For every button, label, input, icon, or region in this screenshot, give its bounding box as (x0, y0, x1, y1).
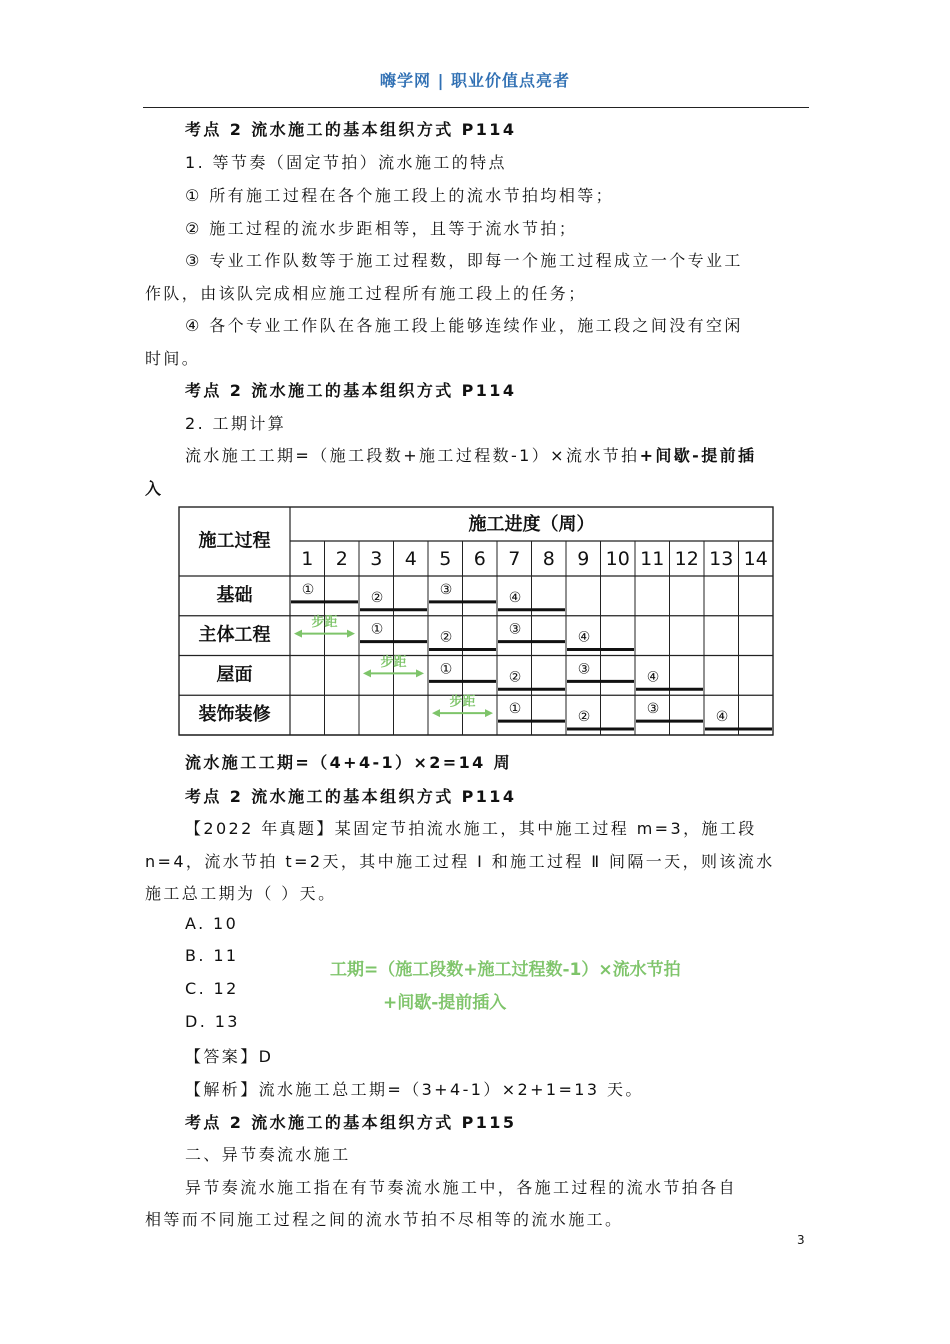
week-label: 11 (640, 548, 665, 570)
segment-label: ① (301, 581, 315, 598)
formula-annotation: 工期=（施工段数+施工过程数-1）×流水节拍 (330, 960, 681, 980)
progress-header: 施工进度（周） (468, 514, 595, 535)
week-label: 3 (370, 548, 383, 570)
question-line: n=4，流水节拍 t=2天，其中施工过程 Ⅰ 和施工过程 Ⅱ 间隔一天，则该流水 (145, 852, 775, 871)
segment-label: ③ (646, 701, 660, 718)
segment-label: ④ (715, 709, 729, 726)
step-arrow-head-right (347, 630, 355, 638)
question-line: 施工总工期为（ ）天。 (145, 884, 337, 903)
process-name: 屋面 (216, 664, 253, 686)
header-divider (143, 107, 809, 108)
segment-label: ③ (508, 621, 522, 638)
formula-annotation-cont: +间歇-提前插入 (383, 993, 507, 1013)
segment-label: ② (577, 709, 591, 726)
segment-label: ③ (577, 661, 591, 678)
section-title: 考点 2 流水施工的基本组织方式 P114 (185, 381, 517, 400)
week-label: 12 (674, 548, 699, 570)
week-label: 5 (439, 548, 452, 570)
option-a: A. 10 (185, 914, 239, 933)
paragraph: ① 所有施工过程在各个施工段上的流水节拍均相等； (185, 186, 615, 205)
week-label: 8 (542, 548, 555, 570)
segment-label: ④ (646, 669, 660, 686)
step-arrow-head-left (294, 630, 302, 638)
paragraph: 相等而不同施工过程之间的流水节拍不尽相等的流水施工。 (145, 1210, 624, 1229)
step-label: 步距 (380, 654, 407, 670)
week-label: 4 (404, 548, 417, 570)
week-label: 10 (605, 548, 630, 570)
option-d: D. 13 (185, 1012, 240, 1031)
paragraph: ② 施工过程的流水步距相等，且等于流水节拍； (185, 219, 578, 238)
paragraph: 作队，由该队完成相应施工过程所有施工段上的任务； (145, 284, 587, 303)
section-title: 考点 2 流水施工的基本组织方式 P114 (185, 787, 517, 806)
week-label: 2 (335, 548, 348, 570)
section-title: 考点 2 流水施工的基本组织方式 P115 (185, 1113, 517, 1132)
week-label: 1 (301, 548, 314, 570)
step-arrow-head-left (432, 709, 440, 717)
page-header: 嗨学网 | 职业价值点亮者 (380, 71, 570, 90)
week-label: 7 (508, 548, 521, 570)
analysis-line: 【解析】流水施工总工期=（3+4-1）×2+1=13 天。 (185, 1080, 644, 1099)
question-line: 【2022 年真题】某固定节拍流水施工，其中施工过程 m=3，施工段 (185, 819, 757, 838)
segment-label: ① (370, 621, 384, 638)
segment-label: ④ (577, 629, 591, 646)
page-number: 3 (797, 1233, 805, 1247)
segment-label: ① (439, 661, 453, 678)
formula-bold-text: +间歇-提前插 (639, 446, 757, 465)
item-heading: 二、异节奏流水施工 (185, 1145, 351, 1164)
paragraph: ③ 专业工作队数等于施工过程数，即每一个施工过程成立一个专业工 (185, 251, 743, 270)
step-label: 步距 (449, 694, 476, 710)
result-line: 流水施工工期=（4+4-1）×2=14 周 (185, 753, 513, 772)
gantt-marks (199, 513, 773, 729)
formula-continuation: 入 (145, 479, 164, 498)
step-arrow-head-left (363, 669, 371, 677)
paragraph: 时间。 (145, 349, 201, 368)
item-heading: 2. 工期计算 (185, 414, 287, 433)
step-arrow-head-right (485, 709, 493, 717)
gantt-chart (178, 506, 774, 736)
process-name: 主体工程 (198, 624, 271, 646)
answer-line: 【答案】D (185, 1047, 274, 1066)
paragraph: ④ 各个专业工作队在各施工段上能够连续作业，施工段之间没有空闲 (185, 316, 743, 335)
segment-label: ② (370, 589, 384, 606)
segment-label: ① (508, 701, 522, 718)
option-c: C. 12 (185, 979, 239, 998)
formula-text: 流水施工工期=（施工段数+施工过程数-1）×流水节拍 (185, 446, 640, 465)
formula-line (185, 443, 756, 466)
segment-label: ④ (508, 589, 522, 606)
segment-label: ② (508, 669, 522, 686)
step-arrow-head-right (416, 669, 424, 677)
process-name: 装饰装修 (198, 704, 271, 726)
item-heading: 1. 等节奏（固定节拍）流水施工的特点 (185, 153, 507, 172)
week-label: 14 (743, 548, 768, 570)
segment-label: ② (439, 629, 453, 646)
week-label: 9 (577, 548, 590, 570)
process-header: 施工过程 (198, 530, 271, 552)
process-name: 基础 (216, 584, 253, 606)
section-title: 考点 2 流水施工的基本组织方式 P114 (185, 120, 517, 139)
step-label: 步距 (311, 615, 338, 631)
week-label: 6 (473, 548, 486, 570)
paragraph: 异节奏流水施工指在有节奏流水施工中，各施工过程的流水节拍各自 (185, 1178, 738, 1197)
option-b: B. 11 (185, 946, 239, 965)
week-label: 13 (709, 548, 734, 570)
segment-label: ③ (439, 581, 453, 598)
